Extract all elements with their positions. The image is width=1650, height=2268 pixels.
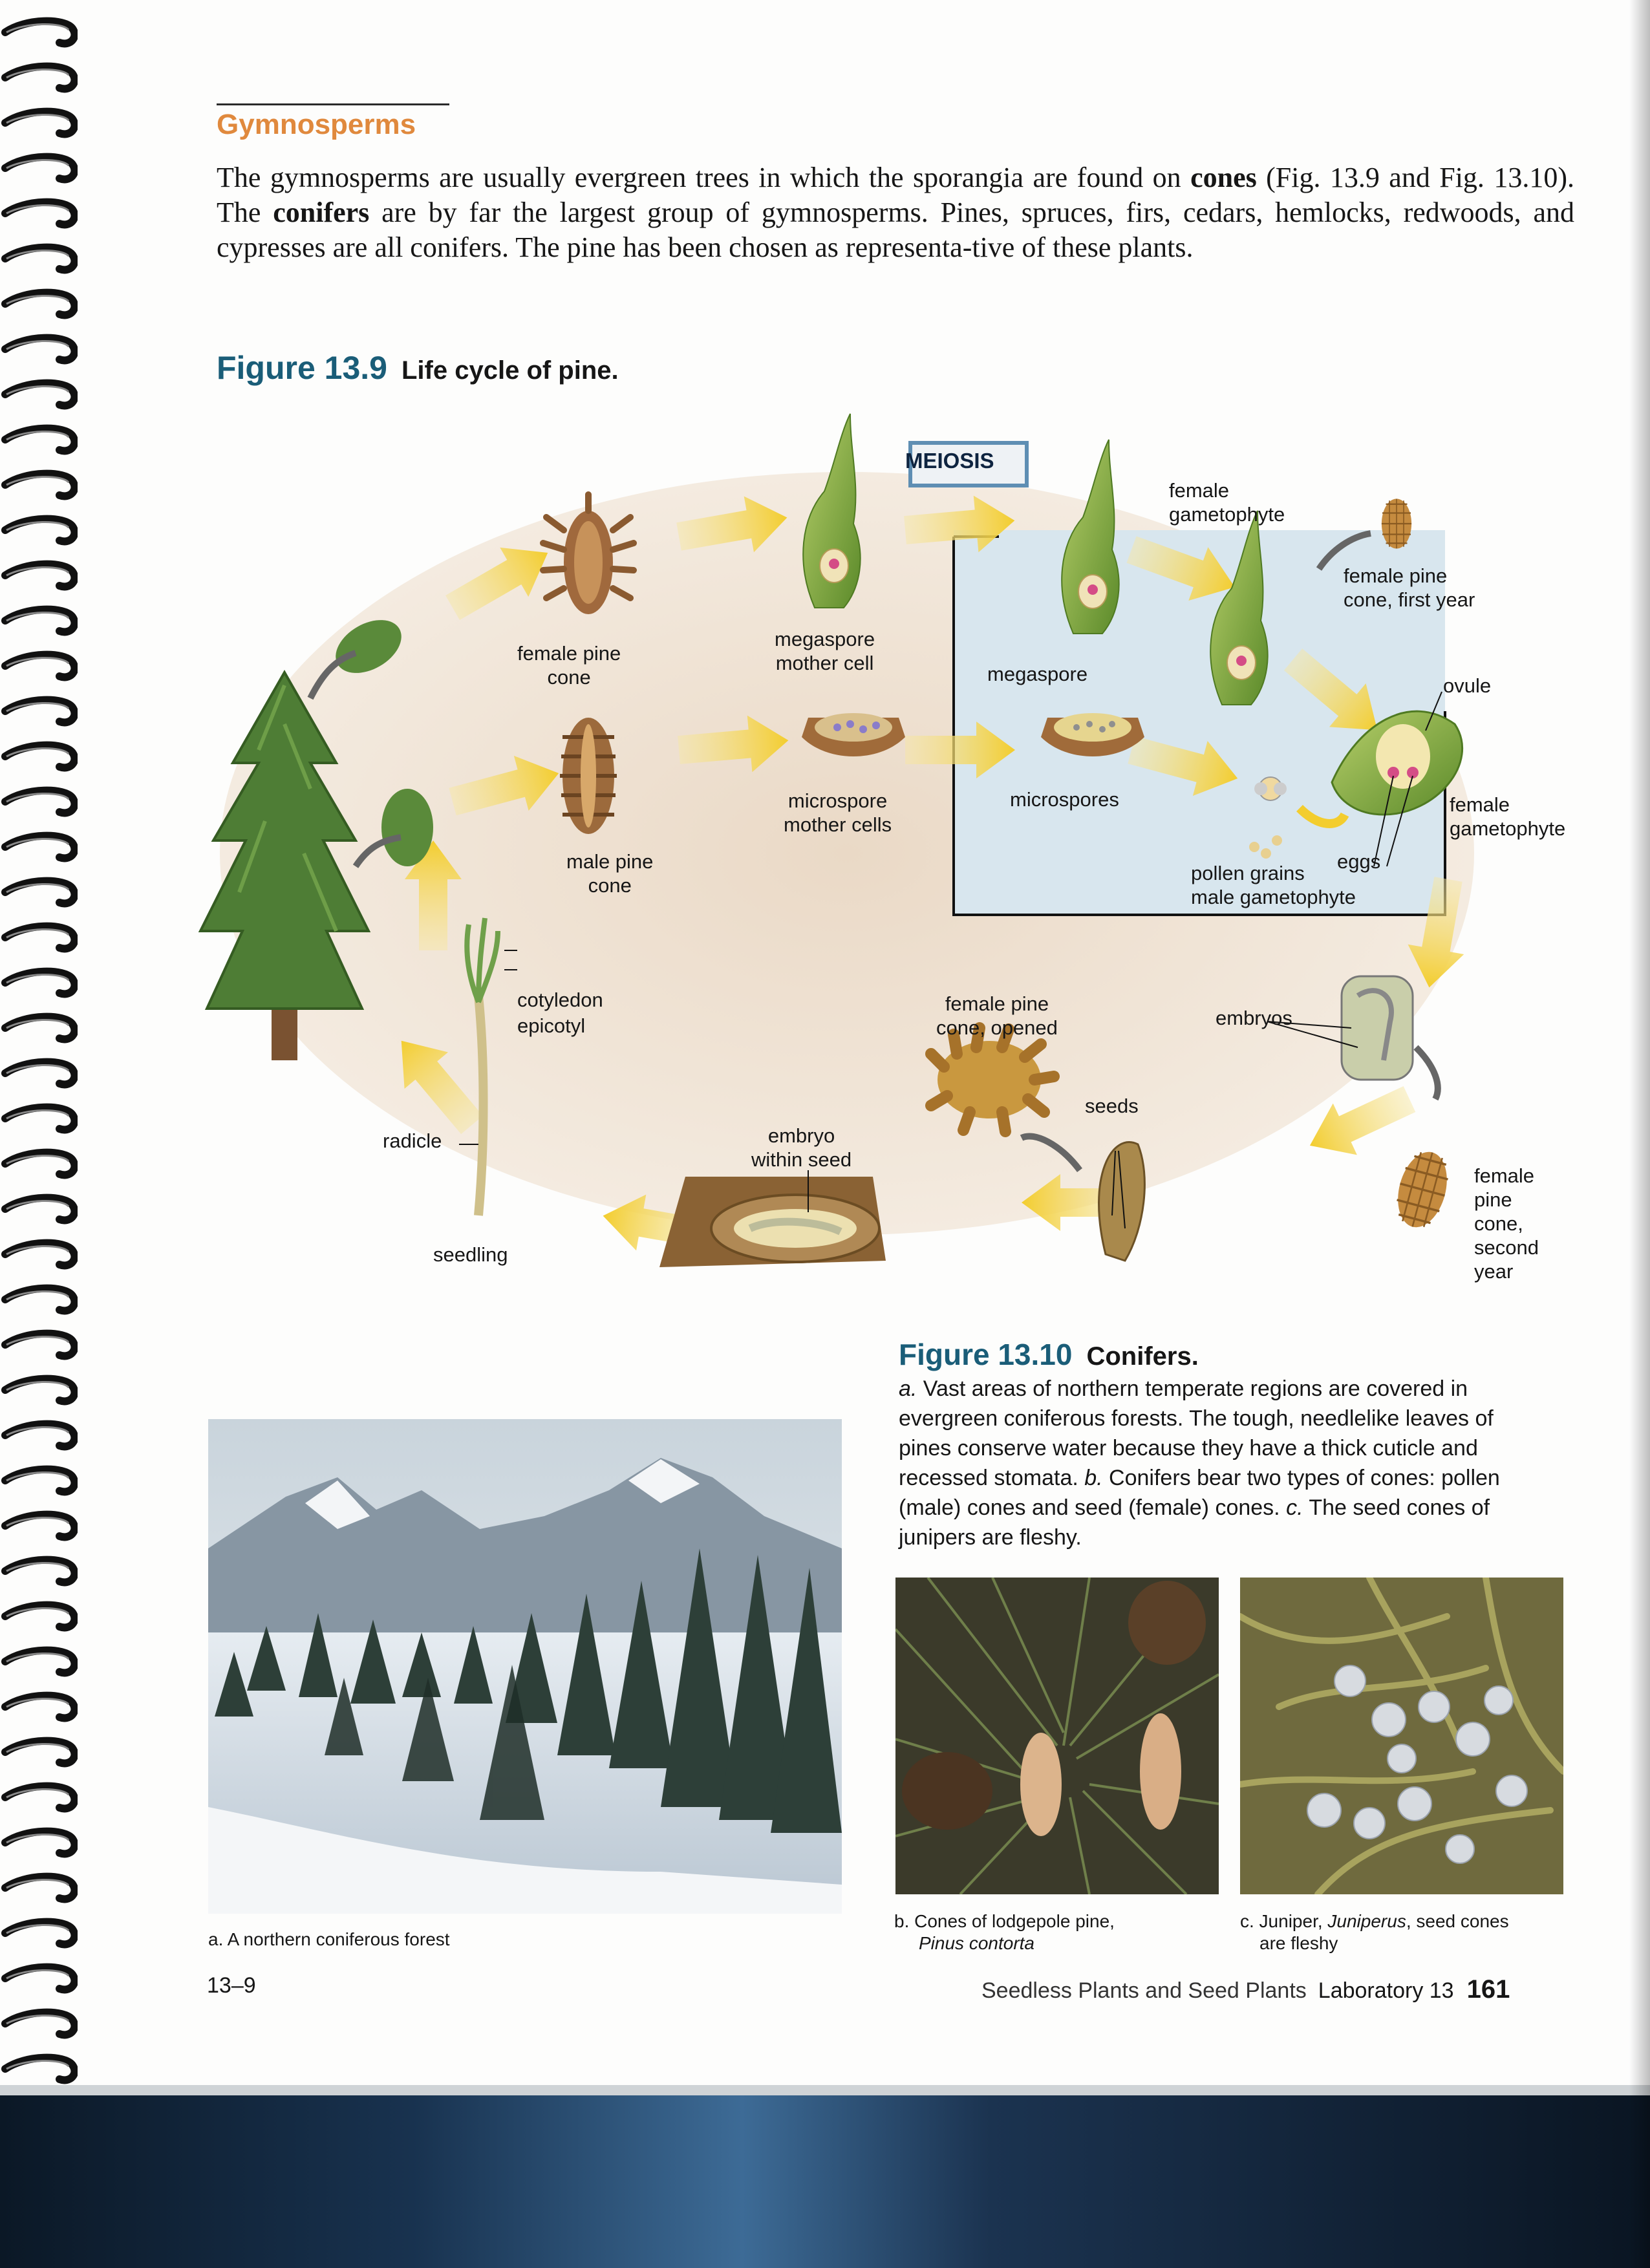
spiral-binding <box>0 0 78 2095</box>
spiral-coil <box>5 67 74 89</box>
spiral-coil <box>5 1107 74 1130</box>
footer-page-code: 13–9 <box>207 1973 256 1998</box>
spiral-coil <box>5 1967 74 1990</box>
spiral-coil <box>5 1017 74 1040</box>
photo-a-caption: a. A northern coniferous forest <box>208 1929 450 1949</box>
spiral-coil <box>5 972 74 994</box>
figure-13-9-title <box>217 349 619 387</box>
intro-paragraph <box>217 160 1574 265</box>
letter-c: c. <box>1286 1495 1303 1520</box>
spiral-coil <box>5 610 74 632</box>
spiral-coil <box>5 1651 74 1673</box>
spiral-coil <box>5 474 74 497</box>
photo-lodgepole-pine-cones <box>895 1578 1219 1894</box>
label-female-gametophyte-top: female gametophyte <box>1169 479 1285 526</box>
label-male-pine-cone: male pine cone <box>566 850 654 897</box>
section-title: Gymnosperms <box>217 109 416 140</box>
photo-c-caption-text3: are fleshy <box>1259 1933 1338 1953</box>
photo-c-caption-text1: c. Juniper, <box>1240 1911 1328 1931</box>
letter-a: a. <box>899 1376 917 1401</box>
label-seedling: seedling <box>433 1243 508 1266</box>
spiral-coil <box>5 202 74 225</box>
photo-b-caption-species: Pinus contorta <box>919 1933 1034 1953</box>
photo-b-caption <box>894 1910 1115 1954</box>
spiral-coil <box>5 1832 74 1854</box>
spiral-coil <box>5 564 74 587</box>
photo-b-caption-line1: b. Cones of lodgepole pine, <box>894 1911 1115 1931</box>
footer-page-number: 161 <box>1466 1975 1510 2004</box>
spiral-coil <box>5 1289 74 1311</box>
spiral-coil <box>5 791 74 813</box>
intro-text-1: The gymnosperms are usually evergreen trees in which the sporangia are found on <box>217 162 1191 193</box>
figure-caption: Conifers. <box>1086 1342 1199 1371</box>
intro-text-3: are by far the largest group of gymnosperms. Pines, spruces, firs, cedars, hemlocks, redwoods, and cypresses are all conifers. The pine has been chosen as representa-tive of these plants. <box>217 197 1574 263</box>
spiral-coil <box>5 1243 74 1266</box>
photo-c-caption <box>1240 1910 1509 1954</box>
spiral-coil <box>5 1153 74 1175</box>
spiral-coil <box>5 1470 74 1492</box>
spiral-coil <box>5 248 74 270</box>
label-female-cone-first-year: female pine cone, first year <box>1344 564 1475 611</box>
desk-background <box>0 2085 1650 2268</box>
spiral-coil <box>5 1515 74 1537</box>
spiral-coil <box>5 1379 74 1402</box>
label-embryo-within-seed: embryo within seed <box>751 1124 852 1171</box>
figure-13-10-description <box>899 1374 1552 1552</box>
label-megaspore: megaspore <box>987 663 1088 685</box>
spiral-coil <box>5 519 74 542</box>
figure-13-10-title <box>899 1337 1199 1372</box>
spiral-coil <box>5 1424 74 1447</box>
spiral-coil <box>5 21 74 44</box>
intro-text-2: (Fig. 13.9 and Fig. 13.10). The <box>217 162 1574 228</box>
label-female-cone-second-year: female pine cone, second year <box>1474 1164 1539 1283</box>
spiral-coil <box>5 1062 74 1085</box>
pine-life-cycle-diagram <box>194 401 1603 1306</box>
megaspore-image <box>1062 440 1119 634</box>
spiral-coil <box>5 383 74 406</box>
text-a: Vast areas of northern temperate regions are covered in evergreen coniferous forests. The tough, needlelike leaves of pines conserve water because they have a thick cuticle and recessed stomata. <box>899 1376 1494 1490</box>
spiral-coil <box>5 157 74 180</box>
label-pollen-grains: pollen grains male gametophyte <box>1191 862 1356 908</box>
spiral-coil <box>5 293 74 316</box>
figure-number: Figure 13.10 <box>899 1338 1073 1371</box>
term-conifers: conifers <box>273 197 370 228</box>
photo-c-caption-text2: , seed cones <box>1406 1911 1509 1931</box>
spiral-coil <box>5 926 74 949</box>
label-megaspore-mother-cell: megaspore mother cell <box>775 628 875 674</box>
spiral-coil <box>5 836 74 859</box>
spiral-coil <box>5 2013 74 2035</box>
label-cotyledon: cotyledon <box>517 989 603 1011</box>
spiral-coil <box>5 1334 74 1356</box>
label-eggs: eggs <box>1337 850 1381 873</box>
spiral-coil <box>5 745 74 768</box>
photo-c-caption-genus: Juniperus <box>1327 1911 1406 1931</box>
text-b: Conifers bear two types of cones: pollen (male) cones and seed (female) cones. <box>899 1466 1500 1520</box>
spiral-coil <box>5 1605 74 1628</box>
footer-book-title: Seedless Plants and Seed Plants <box>981 1978 1307 2003</box>
meiosis-label: MEIOSIS <box>905 449 994 473</box>
megaspore-mother-cell-image <box>803 414 860 608</box>
spiral-coil <box>5 700 74 723</box>
spiral-coil <box>5 881 74 904</box>
photo-coniferous-forest <box>208 1419 842 1914</box>
label-embryos: embryos <box>1216 1007 1292 1029</box>
spiral-coil <box>5 1560 74 1583</box>
label-female-gametophyte-right: female gametophyte <box>1450 793 1566 840</box>
spiral-coil <box>5 1877 74 1899</box>
spiral-coil <box>5 1696 74 1718</box>
page-edge-shadow <box>1629 0 1650 2268</box>
spiral-coil <box>5 338 74 361</box>
label-microspores: microspores <box>1010 788 1119 811</box>
spiral-coil <box>5 1786 74 1809</box>
text-c: The seed cones of junipers are fleshy. <box>899 1495 1490 1550</box>
term-cones: cones <box>1190 162 1257 193</box>
label-female-cone-opened: female pine cone, opened <box>936 992 1058 1039</box>
figure-number: Figure 13.9 <box>217 350 387 386</box>
female-cone-first-year-image <box>1382 499 1411 549</box>
embryo-within-seed-image <box>659 1170 886 1267</box>
spiral-coil <box>5 112 74 134</box>
male-pine-cone-image <box>560 718 617 834</box>
photo-juniper-cones <box>1240 1578 1563 1894</box>
label-female-pine-cone: female pine cone <box>517 642 621 689</box>
footer-lab-number: Laboratory 13 <box>1318 1978 1454 2003</box>
spiral-coil <box>5 655 74 678</box>
section-rule <box>217 103 449 105</box>
spiral-coil <box>5 429 74 451</box>
female-cone-second-year-image <box>1390 1146 1455 1232</box>
label-seeds: seeds <box>1085 1095 1139 1117</box>
figure-caption: Life cycle of pine. <box>402 356 619 385</box>
footer-running-head <box>981 1975 1510 2004</box>
label-microspore-mother-cells: microspore mother cells <box>784 789 892 836</box>
label-epicotyl: epicotyl <box>517 1014 586 1037</box>
label-ovule: ovule <box>1443 674 1492 697</box>
spiral-coil <box>5 1922 74 1945</box>
spiral-coil <box>5 1741 74 1764</box>
label-radicle: radicle <box>383 1129 442 1152</box>
spiral-coil <box>5 1198 74 1221</box>
spiral-coil <box>5 2058 74 2081</box>
letter-b: b. <box>1084 1466 1103 1490</box>
